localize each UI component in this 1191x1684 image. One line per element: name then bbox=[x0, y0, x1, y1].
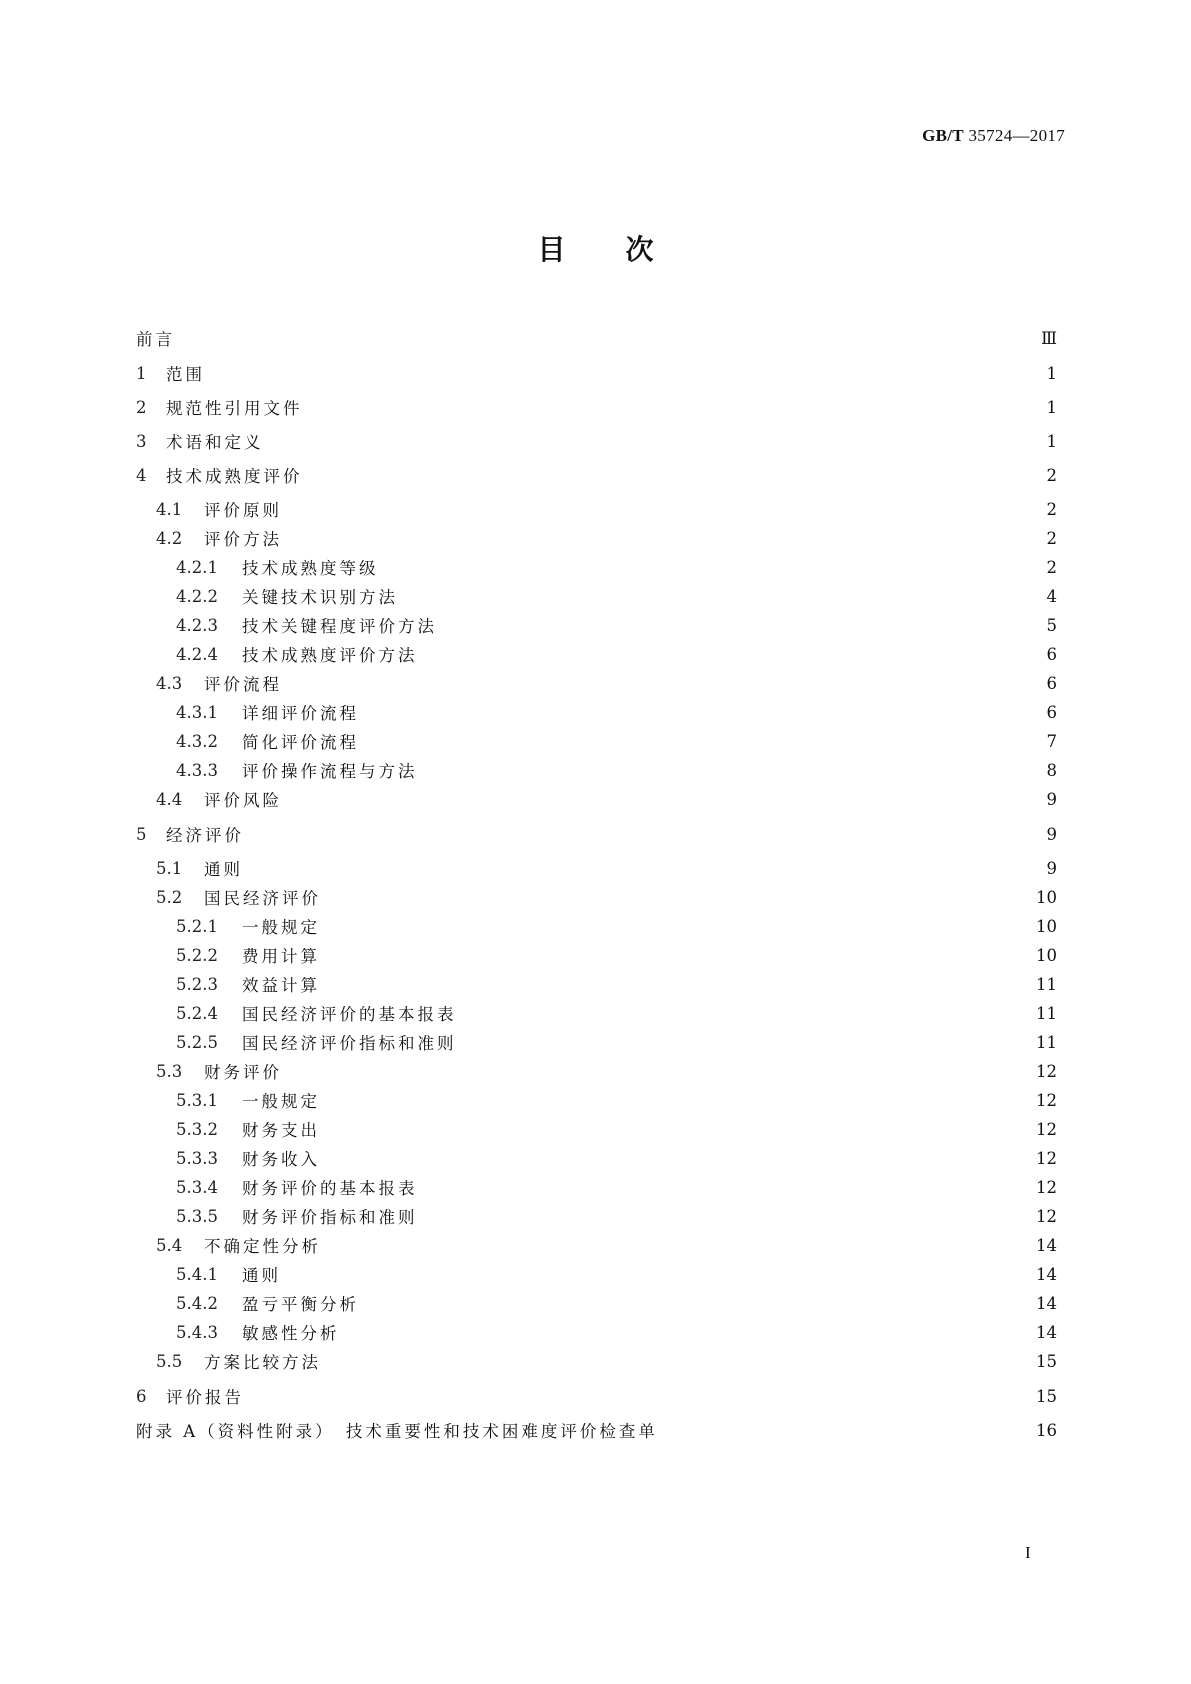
toc-entry-number: 5.2.3 bbox=[176, 974, 218, 994]
toc-entry-page: 6 bbox=[1046, 644, 1057, 664]
toc-entry-number: 5.3.2 bbox=[176, 1119, 218, 1139]
toc-entry-number: 5.4.2 bbox=[176, 1293, 218, 1313]
toc-entry-number: 4.3 bbox=[156, 673, 183, 693]
dot-leader bbox=[465, 1001, 1026, 1025]
toc-entry[interactable] bbox=[136, 1233, 1057, 1257]
dot-leader bbox=[329, 885, 1025, 909]
toc-entry-number: 4.4 bbox=[156, 789, 183, 809]
toc-entry-title: 前言 bbox=[136, 330, 175, 349]
toc-entry[interactable] bbox=[136, 758, 1057, 782]
dot-leader bbox=[290, 526, 1025, 550]
dot-leader bbox=[328, 1117, 1025, 1141]
toc-entry-title: 简化评价流程 bbox=[242, 733, 359, 752]
dot-leader bbox=[406, 584, 1025, 608]
toc-entry-number: 5.3.3 bbox=[176, 1148, 218, 1168]
toc-entry-title: 关键技术识别方法 bbox=[242, 588, 398, 607]
toc-entry-number: 5.4 bbox=[156, 1235, 183, 1255]
toc-entry-page: 14 bbox=[1036, 1235, 1057, 1255]
toc-entry-page: 8 bbox=[1046, 760, 1057, 780]
toc-entry[interactable] bbox=[136, 613, 1057, 637]
toc-entry-title: 财务支出 bbox=[242, 1121, 320, 1140]
toc-entry-page: 7 bbox=[1046, 731, 1057, 751]
toc-entry[interactable] bbox=[136, 972, 1057, 996]
toc-entry-number: 4.2.3 bbox=[176, 615, 218, 635]
toc-entry-page: 9 bbox=[1046, 789, 1057, 809]
dot-leader bbox=[445, 613, 1025, 637]
toc-entry-title: 评价方法 bbox=[204, 530, 282, 549]
toc-entry-number: 5.4.1 bbox=[176, 1264, 218, 1284]
standard-year: 35724—2017 bbox=[968, 126, 1065, 145]
toc-entry-title: 评价风险 bbox=[204, 791, 282, 810]
toc-entry-title: 财务评价 bbox=[204, 1063, 282, 1082]
standard-code: GB/T bbox=[922, 126, 964, 145]
toc-entry-title: 通则 bbox=[242, 1266, 281, 1285]
toc-entry-page: 10 bbox=[1036, 916, 1057, 936]
toc-entry[interactable] bbox=[136, 1059, 1057, 1083]
toc-entry-page: 14 bbox=[1036, 1293, 1057, 1313]
toc-entry[interactable] bbox=[136, 1204, 1057, 1228]
toc-entry-number: 5.1 bbox=[156, 858, 183, 878]
dot-leader bbox=[426, 1175, 1026, 1199]
toc-entry-title: 评价原则 bbox=[204, 501, 282, 520]
dot-leader bbox=[426, 1204, 1026, 1228]
toc-entry-title: 评价流程 bbox=[204, 675, 282, 694]
toc-entry-number: 6 bbox=[136, 1386, 147, 1406]
toc-entry-number: 4.1 bbox=[156, 499, 183, 519]
toc-entry-title: 详细评价流程 bbox=[242, 704, 359, 723]
toc-entry-page: 10 bbox=[1036, 945, 1057, 965]
toc-entry-page: 14 bbox=[1036, 1322, 1057, 1342]
toc-entry[interactable] bbox=[136, 1175, 1057, 1199]
dot-leader bbox=[367, 729, 1025, 753]
toc-entry-number: 5.2.2 bbox=[176, 945, 218, 965]
toc-entry-number: 5.3.5 bbox=[176, 1206, 218, 1226]
dot-leader bbox=[426, 642, 1026, 666]
dot-leader bbox=[328, 1088, 1025, 1112]
dot-leader bbox=[289, 1262, 1025, 1286]
standard-number bbox=[922, 126, 1065, 146]
toc-entry-number: 5.2.1 bbox=[176, 916, 218, 936]
toc-entry[interactable] bbox=[136, 1418, 1057, 1442]
dot-leader bbox=[328, 914, 1025, 938]
toc-entry-page: 1 bbox=[1046, 397, 1057, 417]
toc-entry[interactable] bbox=[136, 1291, 1057, 1315]
toc-entry[interactable] bbox=[136, 429, 1057, 453]
toc-entry-page: Ⅲ bbox=[1041, 328, 1057, 348]
toc-entry-number: 2 bbox=[136, 397, 147, 417]
dot-leader bbox=[290, 787, 1025, 811]
dot-leader bbox=[426, 758, 1026, 782]
toc-entry-title: 附录 A（资料性附录） 技术重要性和技术困难度评价检查单 bbox=[136, 1422, 658, 1441]
toc-entry-page: 16 bbox=[1036, 1420, 1057, 1440]
toc-entry-page: 12 bbox=[1036, 1090, 1057, 1110]
toc-entry-page: 9 bbox=[1046, 824, 1057, 844]
toc-entry[interactable] bbox=[136, 1384, 1057, 1408]
toc-entry-page: 12 bbox=[1036, 1206, 1057, 1226]
toc-entry-title: 技术成熟度等级 bbox=[242, 559, 379, 578]
toc-entry-number: 4 bbox=[136, 465, 147, 485]
toc-entry-number: 4.3.3 bbox=[176, 760, 218, 780]
toc-entry[interactable] bbox=[136, 885, 1057, 909]
toc-entry-page: 14 bbox=[1036, 1264, 1057, 1284]
toc-entry[interactable] bbox=[136, 497, 1057, 521]
toc-entry-page: 12 bbox=[1036, 1119, 1057, 1139]
dot-leader bbox=[290, 671, 1025, 695]
dot-leader bbox=[367, 700, 1025, 724]
toc-entry-title: 财务评价的基本报表 bbox=[242, 1179, 418, 1198]
toc-entry-title: 技术关键程度评价方法 bbox=[242, 617, 437, 636]
dot-leader bbox=[183, 326, 1025, 350]
toc-entry[interactable] bbox=[136, 787, 1057, 811]
toc-entry-number: 4.3.2 bbox=[176, 731, 218, 751]
toc-entry-title: 术语和定义 bbox=[166, 433, 264, 452]
toc-entry[interactable] bbox=[136, 1320, 1057, 1344]
toc-entry-title: 评价报告 bbox=[166, 1388, 244, 1407]
toc-entry-page: 5 bbox=[1046, 615, 1057, 635]
toc-entry-page: 11 bbox=[1036, 1003, 1057, 1023]
toc-entry-title: 效益计算 bbox=[242, 976, 320, 995]
toc-entry-number: 5.3 bbox=[156, 1061, 183, 1081]
dot-leader bbox=[328, 943, 1025, 967]
page-number: I bbox=[1025, 1543, 1031, 1562]
toc-entry[interactable] bbox=[136, 395, 1057, 419]
dot-leader bbox=[367, 1291, 1025, 1315]
dot-leader bbox=[329, 1233, 1025, 1257]
dot-leader bbox=[213, 361, 1025, 385]
toc-entry-number: 4.2.2 bbox=[176, 586, 218, 606]
toc-entry-title: 不确定性分析 bbox=[204, 1237, 321, 1256]
toc-entry-title: 敏感性分析 bbox=[242, 1324, 340, 1343]
toc-entry-page: 12 bbox=[1036, 1061, 1057, 1081]
dot-leader bbox=[252, 1384, 1025, 1408]
toc-entry-number: 5.2.5 bbox=[176, 1032, 218, 1052]
toc-entry-number: 4.3.1 bbox=[176, 702, 218, 722]
dot-leader bbox=[311, 463, 1026, 487]
toc-entry-title: 盈亏平衡分析 bbox=[242, 1295, 359, 1314]
toc-entry-number: 4.2.4 bbox=[176, 644, 218, 664]
toc-entry[interactable] bbox=[136, 326, 1057, 350]
toc-entry-page: 11 bbox=[1036, 974, 1057, 994]
toc-entry-title: 国民经济评价 bbox=[204, 889, 321, 908]
dot-leader bbox=[272, 429, 1026, 453]
toc-entry-number: 5.2.4 bbox=[176, 1003, 218, 1023]
dot-leader bbox=[328, 1146, 1025, 1170]
toc-entry-title: 技术成熟度评价 bbox=[166, 467, 303, 486]
toc-entry[interactable] bbox=[136, 943, 1057, 967]
dot-leader bbox=[290, 1059, 1025, 1083]
toc-entry-page: 6 bbox=[1046, 673, 1057, 693]
dot-leader bbox=[666, 1418, 1025, 1442]
dot-leader bbox=[329, 1349, 1025, 1373]
toc-entry-number: 4.2 bbox=[156, 528, 183, 548]
toc-entry-page: 15 bbox=[1036, 1351, 1057, 1371]
toc-entry[interactable] bbox=[136, 1146, 1057, 1170]
toc-entry-number: 5.3.1 bbox=[176, 1090, 218, 1110]
toc-entry-page: 9 bbox=[1046, 858, 1057, 878]
dot-leader bbox=[387, 555, 1026, 579]
toc-entry-page: 4 bbox=[1046, 586, 1057, 606]
toc-entry-page: 10 bbox=[1036, 887, 1057, 907]
toc-entry-title: 一般规定 bbox=[242, 918, 320, 937]
dot-leader bbox=[328, 972, 1025, 996]
toc-entry-number: 1 bbox=[136, 363, 147, 383]
toc-entry[interactable] bbox=[136, 1262, 1057, 1286]
toc-entry[interactable] bbox=[136, 1117, 1057, 1141]
toc-entry-page: 1 bbox=[1046, 431, 1057, 451]
toc-entry-title: 国民经济评价的基本报表 bbox=[242, 1005, 457, 1024]
toc-entry[interactable] bbox=[136, 1088, 1057, 1112]
toc-entry-page: 11 bbox=[1036, 1032, 1057, 1052]
dot-leader bbox=[348, 1320, 1026, 1344]
toc-entry-number: 5.5 bbox=[156, 1351, 183, 1371]
toc-entry[interactable] bbox=[136, 463, 1057, 487]
toc-entry-number: 5.2 bbox=[156, 887, 183, 907]
toc-entry-title: 国民经济评价指标和准则 bbox=[242, 1034, 457, 1053]
toc-entry-number: 4.2.1 bbox=[176, 557, 218, 577]
toc-entry-title: 费用计算 bbox=[242, 947, 320, 966]
toc-entry[interactable] bbox=[136, 1001, 1057, 1025]
toc-entry[interactable] bbox=[136, 671, 1057, 695]
toc-entry[interactable] bbox=[136, 1349, 1057, 1373]
toc-entry-title: 通则 bbox=[204, 860, 243, 879]
toc-entry-page: 2 bbox=[1046, 499, 1057, 519]
toc-entry-number: 3 bbox=[136, 431, 147, 451]
toc-entry-title: 财务评价指标和准则 bbox=[242, 1208, 418, 1227]
toc-entry[interactable] bbox=[136, 914, 1057, 938]
toc-entry-title: 评价操作流程与方法 bbox=[242, 762, 418, 781]
page-title: 目次 bbox=[537, 233, 714, 266]
toc-entry[interactable] bbox=[136, 642, 1057, 666]
toc-entry-number: 5.4.3 bbox=[176, 1322, 218, 1342]
toc-entry[interactable] bbox=[136, 555, 1057, 579]
toc-entry-title: 一般规定 bbox=[242, 1092, 320, 1111]
dot-leader bbox=[311, 395, 1026, 419]
toc-entry-page: 12 bbox=[1036, 1177, 1057, 1197]
toc-entry[interactable] bbox=[136, 822, 1057, 846]
toc-entry[interactable] bbox=[136, 361, 1057, 385]
toc-entry-page: 2 bbox=[1046, 557, 1057, 577]
toc-entry-page: 15 bbox=[1036, 1386, 1057, 1406]
toc-entry[interactable] bbox=[136, 526, 1057, 550]
toc-entry[interactable] bbox=[136, 856, 1057, 880]
dot-leader bbox=[290, 497, 1025, 521]
toc-entry-page: 2 bbox=[1046, 465, 1057, 485]
dot-leader bbox=[465, 1030, 1026, 1054]
toc-entry-title: 范围 bbox=[166, 365, 205, 384]
toc-entry-title: 财务收入 bbox=[242, 1150, 320, 1169]
toc-entry-page: 2 bbox=[1046, 528, 1057, 548]
toc-entry-title: 方案比较方法 bbox=[204, 1353, 321, 1372]
toc-entry[interactable] bbox=[136, 729, 1057, 753]
dot-leader bbox=[251, 856, 1025, 880]
toc-entry[interactable] bbox=[136, 584, 1057, 608]
toc-entry-page: 1 bbox=[1046, 363, 1057, 383]
toc-entry-number: 5.3.4 bbox=[176, 1177, 218, 1197]
toc-entry-title: 技术成熟度评价方法 bbox=[242, 646, 418, 665]
toc-entry-page: 12 bbox=[1036, 1148, 1057, 1168]
toc-entry[interactable] bbox=[136, 1030, 1057, 1054]
toc-entry-title: 经济评价 bbox=[166, 826, 244, 845]
toc-entry-number: 5 bbox=[136, 824, 147, 844]
toc-entry[interactable] bbox=[136, 700, 1057, 724]
toc-entry-page: 6 bbox=[1046, 702, 1057, 722]
dot-leader bbox=[252, 822, 1025, 846]
toc-entry-title: 规范性引用文件 bbox=[166, 399, 303, 418]
